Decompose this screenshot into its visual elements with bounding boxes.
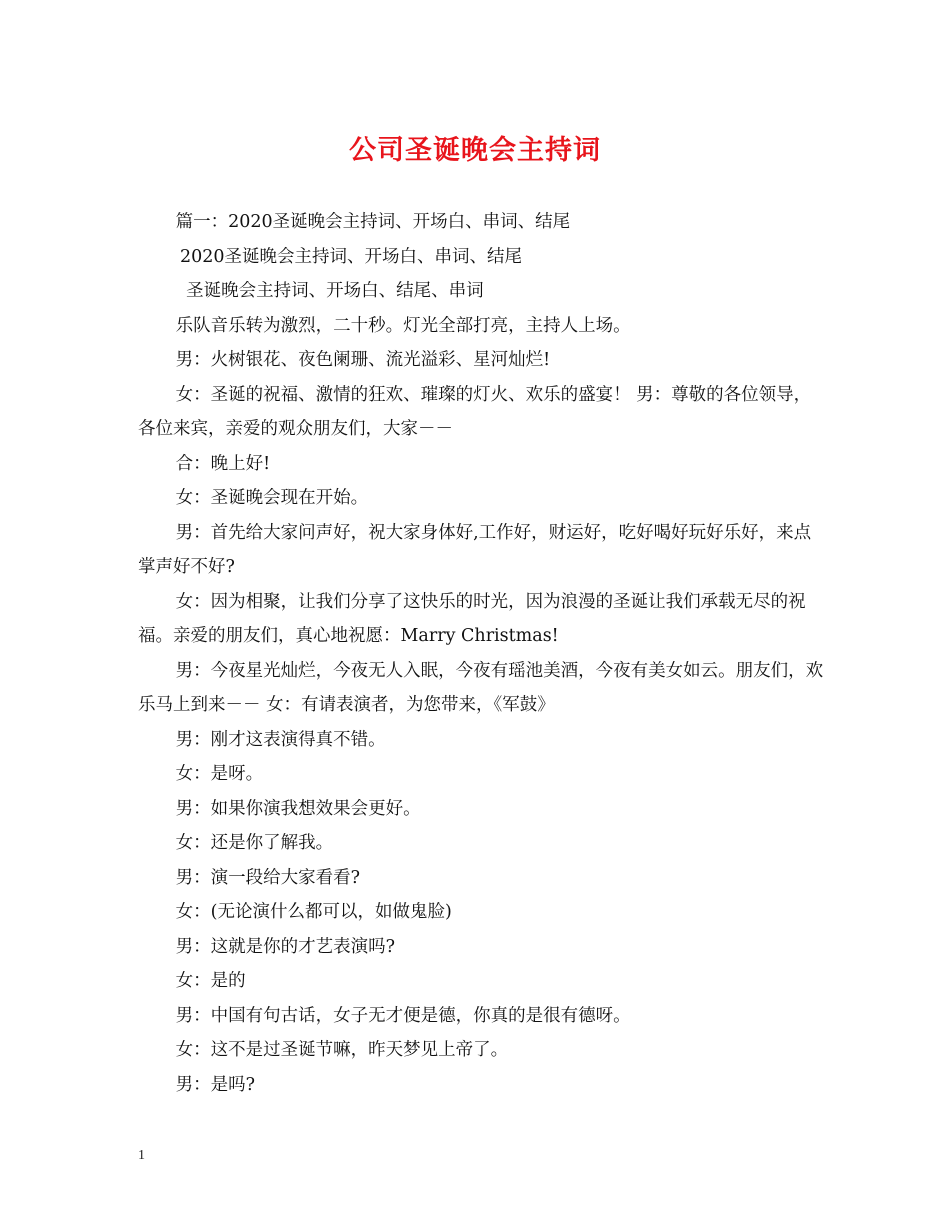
- paragraph: 乐队音乐转为激烈，二十秒。灯光全部打亮，主持人上场。: [175, 315, 631, 336]
- page-number: 1: [138, 1148, 145, 1163]
- paragraph: 2020圣诞晚会主持词、开场白、串词、结尾: [180, 246, 523, 267]
- document-title: 公司圣诞晚会主持词: [349, 135, 601, 166]
- paragraph: 女：是的: [175, 971, 246, 991]
- paragraph: 女：圣诞的祝福、激情的狂欢、璀璨的灯火、欢乐的盛宴！ 男：尊敬的各位领导，各位来宾，亲爱的观众朋友们，大家－－: [138, 384, 812, 439]
- paragraph: 女：(无论演什么都可以，如做鬼脸): [175, 902, 452, 922]
- paragraph: 男：刚才这表演得真不错。: [175, 729, 386, 750]
- paragraph: 男：是吗?: [175, 1074, 256, 1095]
- document-body: [138, 205, 828, 1102]
- paragraph: 合：晚上好!: [175, 453, 271, 474]
- paragraph: 圣诞晚会主持词、开场白、结尾、串词: [186, 281, 484, 301]
- paragraph: 女：圣诞晚会现在开始。: [175, 488, 369, 508]
- paragraph: 男：中国有句古话，女子无才便是德，你真的是很有德呀。: [175, 1005, 631, 1026]
- paragraph: 女：这不是过圣诞节嘛，昨天梦见上帝了。: [175, 1040, 509, 1060]
- paragraph: 男：这就是你的才艺表演吗?: [175, 936, 396, 957]
- paragraph: 男：火树银花、夜色阑珊、流光溢彩、星河灿烂!: [175, 350, 551, 370]
- paragraph: 篇一：2020圣诞晚会主持词、开场白、串词、结尾: [175, 212, 571, 232]
- paragraph: 女：因为相聚，让我们分享了这快乐的时光，因为浪漫的圣诞让我们承载无尽的祝福。亲爱的朋友们，真心地祝愿：Marry Christmas!: [138, 591, 806, 646]
- paragraph: 男：演一段给大家看看?: [175, 867, 361, 888]
- paragraph: 男：如果你演我想效果会更好。: [175, 798, 421, 819]
- paragraph: 男：首先给大家问声好，祝大家身体好,工作好，财运好，吃好喝好玩好乐好，来点掌声好不好?: [138, 522, 812, 577]
- paragraph: 男：今夜星光灿烂，今夜无人入眠，今夜有瑶池美酒，今夜有美女如云。朋友们，欢乐马上到来－－ 女：有请表演者，为您带来，《军鼓》: [138, 660, 824, 715]
- paragraph: 女：是呀。: [175, 764, 264, 784]
- paragraph: 女：还是你了解我。: [175, 833, 334, 853]
